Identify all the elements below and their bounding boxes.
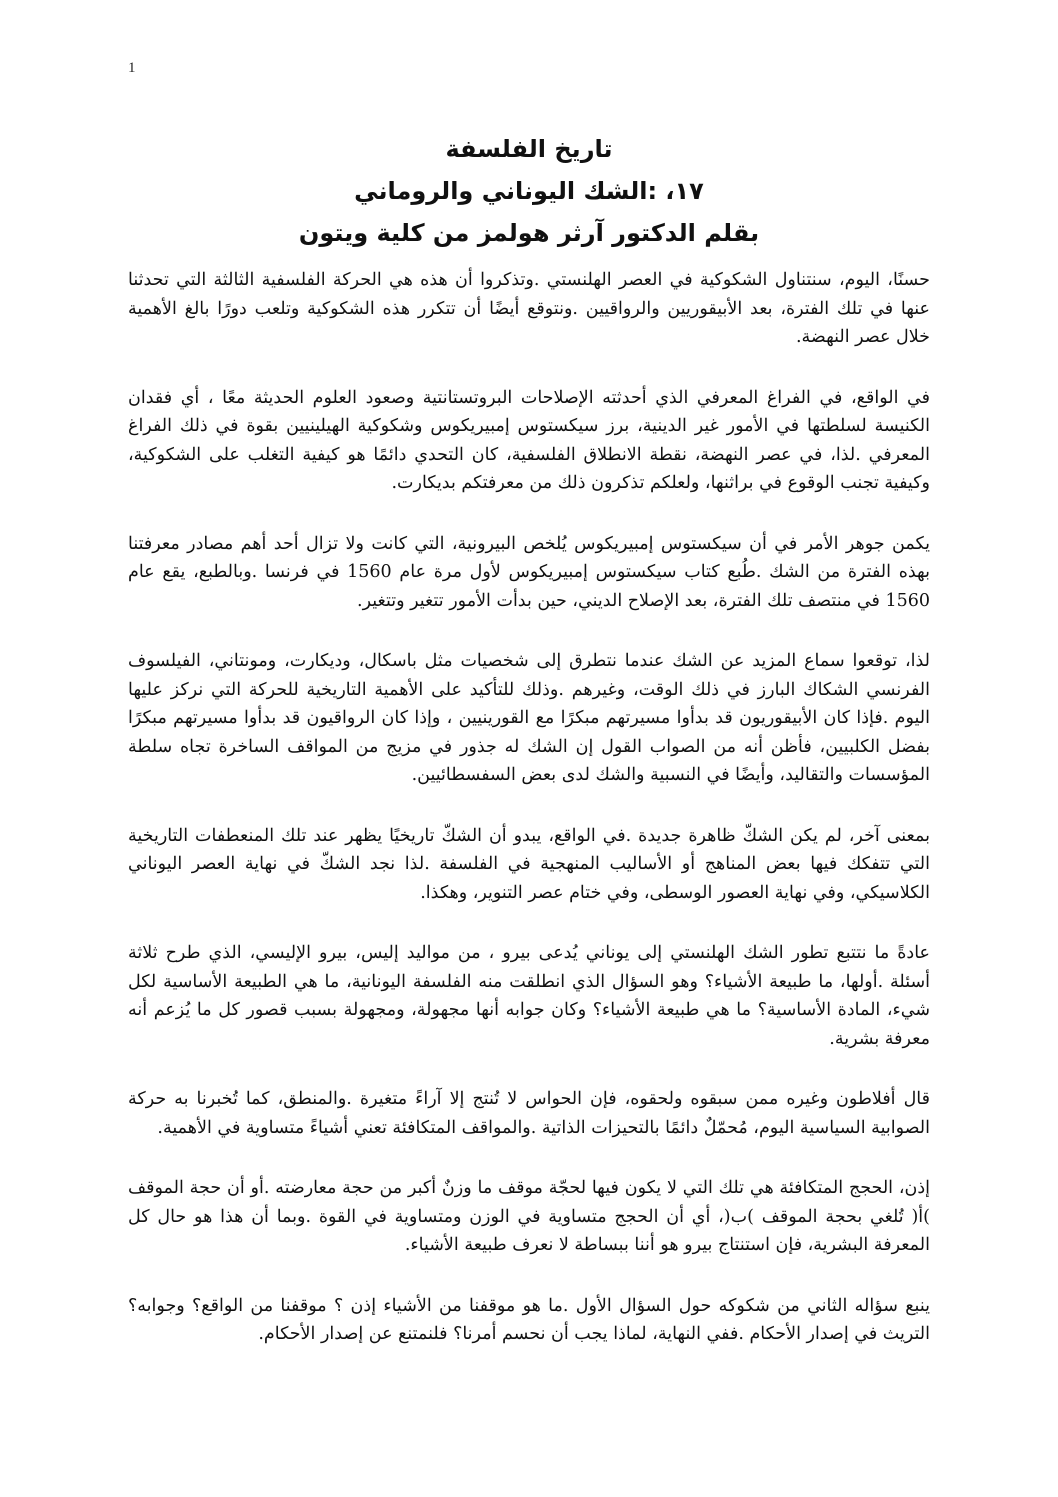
paragraph-9: ينبع سؤاله الثاني من شكوكه حول السؤال الأول .ما هو موقفنا من الأشياء إذن ؟ موقفنا من الواقع؟ وجوابه؟ التريث في إصدار الأحكام .ففي النهاية، لماذا يجب أن نحسم أمرنا؟ فلنمتنع عن إصدار الأحكام. <box>128 1295 930 1344</box>
title-line-1: تاريخ الفلسفة <box>445 135 613 163</box>
paragraph-1: حسنًا، اليوم، سنتناول الشكوكية في العصر الهلنستي .وتذكروا أن هذه هي الحركة الفلسفية الثالثة التي تحدثنا عنها في تلك الفترة، بعد الأبيقوريين والرواقيين .ونتوقع أيضًا أن تتكرر هذه الشكوكية وتلعب دورًا بالغ الأهمية خلال عصر النهضة. <box>128 270 930 347</box>
document-body <box>128 266 930 1381</box>
title-line-2: ١٧، :الشك اليوناني والروماني <box>354 177 704 205</box>
title-line-3: بقلم الدكتور آرثر هولمز من كلية ويتون <box>298 219 760 247</box>
paragraph-6: عادةً ما نتتبع تطور الشك الهلنستي إلى يوناني يُدعى بيرو ، من مواليد إليس، بيرو الإليسي، الذي طرح ثلاثة أسئلة .أولها، ما طبيعة الأشياء؟ وهو السؤال الذي انطلقت منه الفلسفة اليونانية، ما هي الطبيعة الأساسية لكل شيء، المادة الأساسية؟ ما هي طبيعة الأشياء؟ وكان جوابه أنها مجهولة، ومجهولة بسبب قصور كل ما يُزعم أنه معرفة بشرية. <box>128 943 930 1049</box>
document-title <box>120 128 938 254</box>
paragraph-7: قال أفلاطون وغيره ممن سبقوه ولحقوه، فإن الحواس لا تُنتج إلا آراءً متغيرة .والمنطق، كما تُخبرنا به حركة الصوابية السياسية اليوم، مُحمّلٌ دائمًا بالتحيزات الذاتية .والمواقف المتكافئة تعني أشياءً متساوية في الأهمية. <box>128 1089 930 1138</box>
paragraph-4: لذا، توقعوا سماع المزيد عن الشك عندما نتطرق إلى شخصيات مثل باسكال، وديكارت، ومونتاني، الفيلسوف الفرنسي الشكاك البارز في ذلك الوقت، وغيرهم .وذلك للتأكيد على الأهمية التاريخية للحركة التي نركز عليها اليوم .فإذا كان الأبيقوريون قد بدأوا مسيرتهم مبكرًا مع القورينيين ، وإذا كان الرواقيون قد بدأوا مسيرتهم مبكرًا بفضل الكلبيين، فأظن أنه من الصواب القول إن الشك له جذور في مزيج من المواقف الساخرة تجاه سلطة المؤسسات والتقاليد، وأيضًا في النسبية والشك لدى بعض السفسطائيين. <box>128 651 930 785</box>
paragraph-3: يكمن جوهر الأمر في أن سيكستوس إمبيريكوس يُلخص البيرونية، التي كانت ولا تزال أحد أهم مصادر معرفتنا بهذه الفترة من الشك .طُبع كتاب سيكستوس إمبيريكوس لأول مرة عام 1560 في فرنسا .وبالطبع، يقع عام 1560 في منتصف تلك الفترة، بعد الإصلاح الديني، حين بدأت الأمور تتغير وتتغير. <box>128 533 930 611</box>
paragraph-2: في الواقع، في الفراغ المعرفي الذي أحدثته الإصلاحات البروتستانتية وصعود العلوم الحديثة معًا ، أي فقدان الكنيسة لسلطتها في الأمور غير الدينية، برز سيكستوس إمبيريكوس وشكوكية الهيلينيين بقوة في ذلك الفراغ المعرفي .لذا، في عصر النهضة، نقطة الانطلاق الفلسفية، كان التحدي دائمًا هو كيفية التغلب على الشكوكية، وكيفية تجنب الوقوع في براثنها، ولعلكم تذكرون ذلك من معرفتكم بديكارت. <box>128 387 930 493</box>
page-number: 1 <box>128 60 136 76</box>
paragraph-8: إذن، الحجج المتكافئة هي تلك التي لا يكون فيها لحجّة موقف ما وزنٌ أكبر من حجة معارضته .أو أن حجة الموقف )أ( تُلغي بحجة الموقف )ب(، أي أن الحجج متساوية في الوزن ومتساوية في القوة .وبما أن هذا هو حال كل المعرفة البشرية، فإن استنتاج بيرو هو أننا ببساطة لا نعرف طبيعة الأشياء. <box>128 1178 930 1255</box>
paragraph-5: بمعنى آخر، لم يكن الشكّ ظاهرة جديدة .في الواقع، يبدو أن الشكّ تاريخيًا يظهر عند تلك المنعطفات التاريخية التي تتفكك فيها بعض المناهج أو الأساليب المنهجية في الفلسفة .لذا نجد الشكّ في نهاية العصر اليوناني الكلاسيكي، وفي نهاية العصور الوسطى، وفي ختام عصر التنوير، وهكذا. <box>128 825 930 903</box>
